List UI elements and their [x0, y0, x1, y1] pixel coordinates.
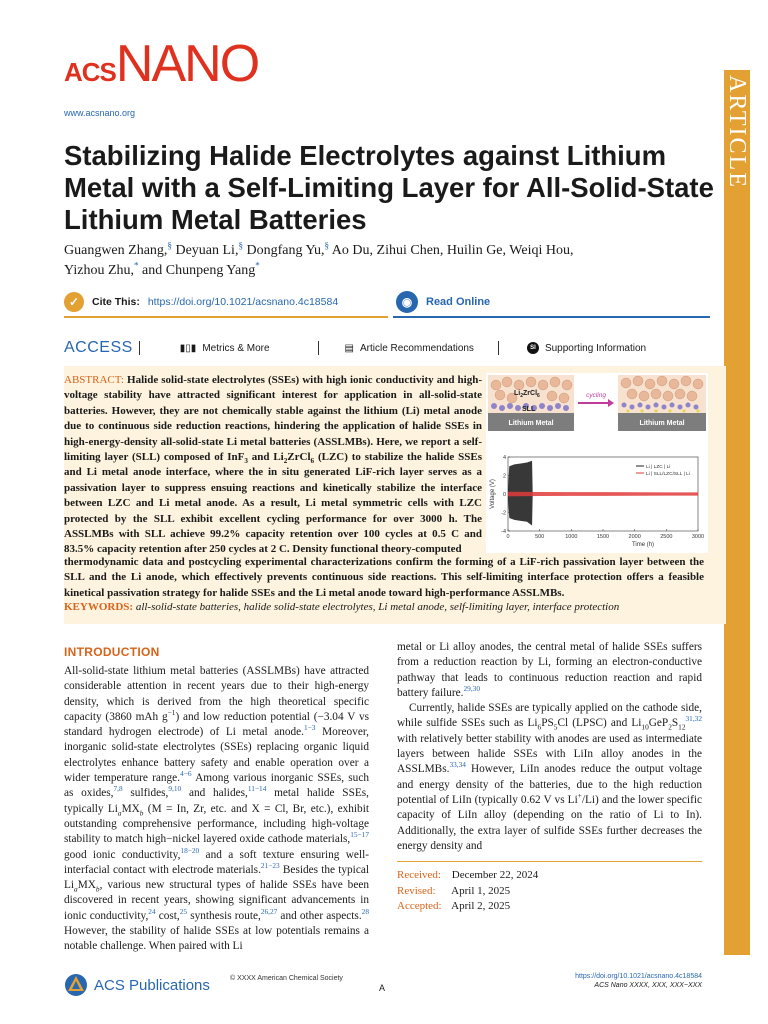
legend-label-1: Li | LZC | Li — [646, 465, 671, 470]
checkmark-icon: ✓ — [64, 292, 84, 312]
x-tick-label-4: 2000 — [628, 534, 641, 540]
si-icon: SI — [527, 342, 539, 354]
footer-citation — [520, 972, 702, 990]
article-dates: Received: December 22, 2024 Revised: April 1, 2025 Accepted: April 2, 2025 — [397, 869, 539, 912]
footer-journal: ACS Nano XXXX, XXX, XXX−XXX — [594, 982, 702, 989]
x-tick-label-5: 2500 — [660, 534, 673, 540]
access-label: ACCESS — [64, 339, 133, 356]
label-li-metal-right: Lithium Metal — [639, 420, 685, 427]
label-li-metal-left: Lithium Metal — [508, 420, 554, 427]
graphical-abstract — [486, 373, 708, 553]
read-online-button[interactable] — [393, 288, 710, 318]
label-cycling: cycling — [586, 392, 606, 399]
abstract-text-continued: thermodynamic data and postcycling experimental characterizations confirm the forming of a LiF-rich passivation layer between the SLL and the Li anode, which effectively prevents continuous side reactions. This self-limiting interface protection offers a feasible kinetical passivation strategy for halide SSEs and the Li metal anode toward high-performance ASSLMBs. — [64, 556, 704, 599]
abstract-text: ABSTRACT: Halide solid-state electrolytes (SSEs) with high ionic conductivity and high-voltage stability have attracted significant interest for application in all-solid-state batteries. However, they are not chemically stable against the lithium (Li) metal anode due to continuous side reduction reactions, hindering the application of halide SSEs in high-energy-density all-solid-state Li metal batteries (ASSLMBs). Here, we report a self-limiting layer (SLL) composed of InF$_3$ and $Li_2ZrCl_6$ (LZC) to stabilize the halide SSEs and Li metal anode interface, where the in situ generated LiF-rich layer serves as a passivation layer to suppress ensuing reactions and kinetically stabilize the interface between LZC and Li metal anode. As a result, Li metal symmetric cells with LZC protected by the SLL exhibit excellent cycling performance for over 3000 h. The ASSLMBs with SLL achieve 99.2% capacity retention over 100 cycles at 0.5 C and 83.5% capacity retention after 250 cycles at 2 C. Density functional theory-computed — [64, 374, 482, 556]
recommendations-link[interactable]: ▤ Article Recommendations — [344, 342, 474, 354]
journal-url[interactable]: www.acsnano.org — [64, 108, 136, 118]
keywords — [64, 600, 709, 615]
footer-doi-link[interactable]: https://doi.org/10.1021/acsnano.4c18584 — [575, 973, 702, 980]
globe-icon: ◉ — [396, 291, 418, 313]
intro-paragraph-3: Currently, halide SSEs are typically applied on the cathode side, while sulfide SSEs such as $Li_6PS_5Cl$ (LPSC) and $Li_{10}GeP_2S_{12}^{31,32}$ with relatively better stability with anodes are used as intermediate layers between halide SSEs with LiIn alloy anodes in the ASSLMBs.$^{33,34}$ However, LiIn anodes reduce the output voltage and energy density of the batteries, due to the high reduction potential of LiIn (typically 0.62 V vs Li+/Li) and the lower specific capacity of LiIn alloy (depending on the ratio of Li to In). Additionally, the extra layer of sulfide SSEs further decreases the energy density and — [397, 702, 702, 852]
intro-paragraph-1: All-solid-state lithium metal batteries (ASSLMBs) have attracted considerable attention in recent years due to their high-energy density, which is derived from the high theoretical specific capacity (3860 mAh $g^{-1}$) and low reduction potential (−3.04 V vs standard hydrogen electrode) of Li metal anode.$^{1-3}$ Moreover, inorganic solid-state electrolytes (SSEs) replacing organic liquid electrolytes enhance battery safety and enable operation over a wider temperature range.$^{4-6}$ Among various inorganic SSEs, such as oxides,$^{7,8}$ sulfides,$^{9,10}$ and halides,$^{11-14}$ metal halide SSEs, typically $Li_aMX_b$ (M = In, Zr, etc. and X = Cl, Br, etc.), exhibit outstanding comprehensive performance, including high-voltage stability to match high−nickel layered oxide cathode materials,$^{15-17}$ good ionic conductivity,$^{18-20}$ and a soft texture ensuring well-interfacial contact with electrode materials.$^{21-23}$ Besides the typical $Li_aMX_b$, various new structural types of halide SSEs have been discovered in recent years, showing significant advancements in ionic conductivity,$^{24}$ cost,$^{25}$ synthesis route,$^{26,27}$ and other aspects.$^{28}$ However, the stability of halide SSEs at low potentials remains a notable challenge. When paired with Li — [64, 665, 369, 953]
read-online-label: Read Online — [426, 296, 491, 308]
dates-divider — [397, 861, 702, 862]
acs-publications-logo[interactable]: ACS Publications — [64, 973, 210, 997]
revised-date: April 1, 2025 — [451, 884, 511, 897]
received-date: December 22, 2024 — [451, 869, 539, 881]
divider — [318, 341, 319, 355]
logo-acs: ACS — [64, 57, 116, 87]
journal-logo — [64, 34, 258, 94]
supporting-info-link[interactable]: SI Supporting Information — [527, 342, 646, 354]
x-tick-label-2: 1000 — [565, 534, 578, 540]
label-lzc: $Li_2ZrCl_6$ — [514, 390, 540, 399]
acs-globe-icon — [64, 973, 88, 997]
series-2-band — [508, 492, 698, 497]
y-tick-label-4: 4 — [502, 455, 506, 461]
y-axis-label: Voltage (V) — [490, 479, 496, 509]
legend-label-2: Li | SLL/LZC/SLL | Li — [646, 472, 690, 477]
page-number: A — [379, 983, 386, 993]
divider — [498, 341, 499, 355]
article-title: Stabilizing Halide Electrolytes against Lithium Metal with a Self-Limiting Layer for All-Solid-State Lithium Metal Batteries — [64, 140, 714, 235]
keywords-label: KEYWORDS: — [64, 601, 134, 613]
body-column-left — [64, 664, 369, 955]
graphical-abstract-svg — [486, 373, 708, 553]
intro-paragraph-2: metal or Li alloy anodes, the central metal of halide SSEs suffers from a reduction reaction by Li, forming an electron-conductive pathway that leads to continuous reduction reaction and rapid battery failure.$^{29,30}$ — [397, 641, 702, 699]
body-column-right — [397, 640, 702, 854]
cite-this-bar — [64, 288, 388, 318]
x-tick-label-0: 0 — [506, 534, 510, 540]
access-bar — [64, 333, 724, 363]
bar-chart-icon: ▮▯▮ — [179, 342, 197, 354]
corresponding-author-mark[interactable]: * — [134, 260, 139, 271]
abstract-label: ABSTRACT: — [64, 374, 124, 386]
x-axis-label: Time (h) — [631, 542, 655, 548]
voltage-chart — [490, 455, 704, 548]
cite-this-label: Cite This: — [92, 296, 140, 308]
doi-link[interactable]: https://doi.org/10.1021/acsnano.4c18584 — [147, 296, 339, 308]
metrics-link[interactable]: ▮▯▮ Metrics & More — [179, 342, 270, 354]
accepted-date: April 2, 2025 — [451, 900, 511, 912]
section-heading-introduction: INTRODUCTION — [64, 645, 160, 659]
logo-nano: NANO — [115, 35, 259, 93]
y-tick-label-2: 0 — [502, 492, 506, 498]
y-tick-label-1: -2 — [501, 510, 506, 517]
x-tick-label-3: 1500 — [596, 534, 610, 540]
x-tick-label-6: 3000 — [691, 534, 705, 540]
copyright: © XXXX American Chemical Society — [230, 975, 343, 982]
divider — [139, 341, 140, 355]
author-affiliation-mark: § — [167, 240, 172, 251]
x-tick-label-1: 500 — [535, 534, 545, 540]
y-tick-label-0: -4 — [501, 529, 506, 535]
document-icon: ▤ — [344, 342, 354, 354]
y-tick-label-3: 2 — [502, 473, 506, 480]
author-list: Guangwen Zhang,§ Deyuan Li,§ Dongfang Yu,§ Ao Du, Zihui Chen, Huilin Ge, Weiqi Hou, Yizhou Zhu,* and Chunpeng Yang* — [64, 240, 574, 278]
label-sll: SLL — [522, 406, 536, 413]
article-side-tag: ARTICLE — [724, 75, 750, 189]
keywords-text: all-solid-state batteries, halide solid-state electrolytes, Li metal anode, self-limiting layer, interface protection — [135, 601, 620, 613]
